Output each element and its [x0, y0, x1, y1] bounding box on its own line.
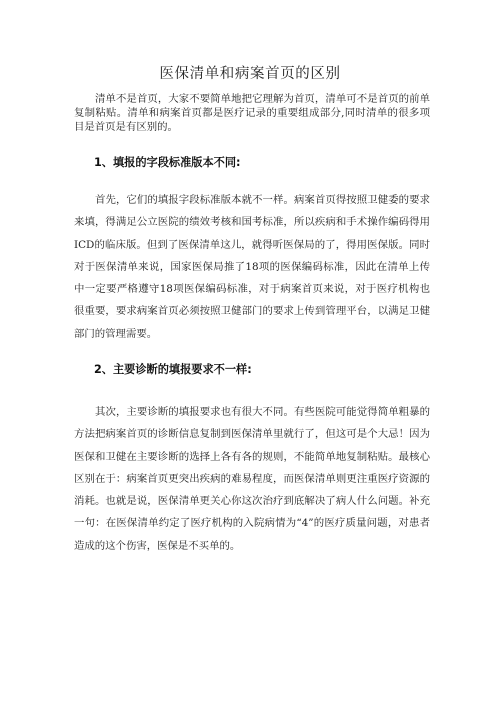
section-2-heading: 2、主要诊断的填报要求不一样: — [94, 363, 252, 376]
section-1-paragraph: 首先，它们的填报字段标准版本就不一样。病案首页得按照卫健委的要求来填，得满足公立医院的绩效考核和国考标准，所以疾病和手术操作编码得用ICD的临床版。但到了医保清单这儿，就得听医保局的了，得用医保版。同时对于医保清单来说，国家医保局推了18项的医保编码标准，因此在清单上传中一定要严格遵守18项医保编码标准，对于病案首页来说，对于医疗机构也很重要，要求病案首页必须按照卫健部门的要求上传到管理平台，以满足卫健部门的管理需要。 — [74, 194, 430, 340]
document-title: 医保清单和病案首页的区别 — [159, 66, 341, 82]
section-2-paragraph: 其次，主要诊断的填报要求也有很大不同。有些医院可能觉得简单粗暴的方法把病案首页的诊断信息复制到医保清单里就行了，但这可是个大忌！因为医保和卫健在主要诊断的选择上各有各的规则，不能简单地复制粘贴。最核心区别在于：病案首页更突出疾病的难易程度，而医保清单则更注重医疗资源的消耗。也就是说，医保清单更关心你这次治疗到底解决了病人什么问题。补充一句：在医保清单约定了医疗机构的入院病情为“4”的医疗质量问题，对患者造成的这个伤害，医保是不买单的。 — [74, 406, 430, 552]
section-1-heading: 1、填报的字段标准版本不同: — [94, 156, 241, 169]
intro-paragraph: 清单不是首页，大家不要简单地把它理解为首页，清单可不是首页的前单复制粘贴。清单和病案首页都是医疗记录的重要组成部分,同时清单的很多项目是首页是有区别的。 — [74, 93, 430, 133]
